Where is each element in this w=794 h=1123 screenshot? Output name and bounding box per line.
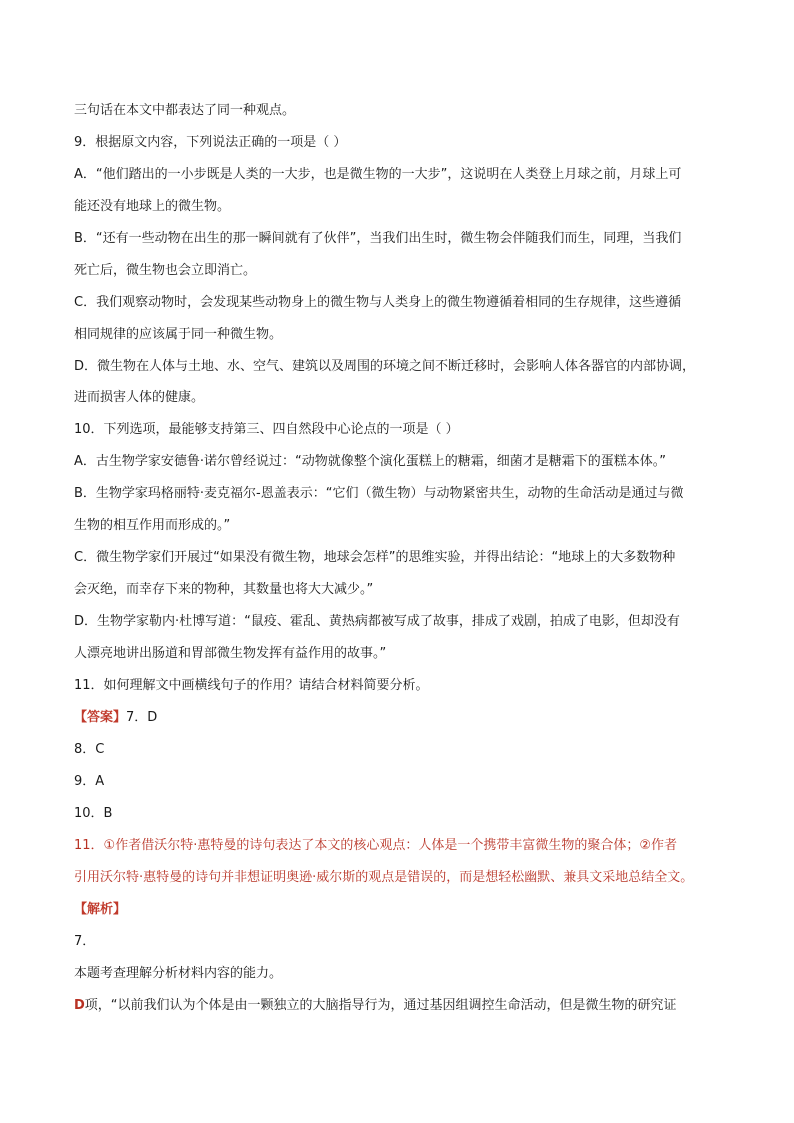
answer-10: 10．B <box>74 806 113 821</box>
option-a-line2: 能还没有地球上的微生物。 <box>74 199 231 214</box>
option-d-line1: D．微生物在人体与土地、水、空气、建筑以及周围的环境之间不断迁移时，会影响人体各器官的内部协调， <box>74 359 696 374</box>
q10-option-c-line1: C．微生物学家们开展过“如果没有微生物，地球会怎样”的思维实验，并得出结论：“地球上的大多数物种 <box>74 550 676 565</box>
q10-option-b-line2: 生物的相互作用而形成的。” <box>74 518 231 533</box>
analysis-d-line <box>74 997 734 1015</box>
analysis-7: 7． <box>74 934 96 949</box>
q10-option-b-line1: B．生物学家玛格丽特·麦克福尔-恩盖表示：“它们（微生物）与动物紧密共生，动物的生命活动是通过与微 <box>74 486 684 501</box>
option-c-line1: C．我们观察动物时，会发现某些动物身上的微生物与人类身上的微生物遵循着相同的生存规律，这些遵循 <box>74 295 682 310</box>
option-b-line2: 死亡后，微生物也会立即消亡。 <box>74 263 257 278</box>
answer-11-line1: 11．①作者借沃尔特·惠特曼的诗句表达了本文的核心观点：人体是一个携带丰富微生物的聚合体；②作者 <box>74 838 677 853</box>
option-c-line2: 相同规律的应该属于同一种微生物。 <box>74 327 283 342</box>
q10-option-c-line2: 会灭绝，而幸存下来的物种，其数量也将大大减少。” <box>74 582 374 597</box>
q10-option-d-line1: D．生物学家勒内·杜博写道：“鼠疫、霍乱、黄热病都被写成了故事，排成了戏剧，拍成了电影，但却没有 <box>74 614 680 629</box>
question-11: 11．如何理解文中画横线句子的作用？请结合材料简要分析。 <box>74 678 429 693</box>
d-label: D <box>74 998 85 1013</box>
option-b-line1: B．“还有一些动物在出生的那一瞬间就有了伙伴”，当我们出生时，微生物会伴随我们而生，同理，当我们 <box>74 231 682 246</box>
question-10: 10．下列选项，最能够支持第三、四自然段中心论点的一项是（ ） <box>74 422 459 437</box>
text-line: 三句话在本文中都表达了同一种观点。 <box>74 103 296 118</box>
answer-line <box>74 709 734 727</box>
answer-tag: 【答案】 <box>74 710 127 725</box>
analysis-text: 本题考查理解分析材料内容的能力。 <box>74 966 283 981</box>
q10-option-d-line2: 人漂亮地讲出肠道和胃部微生物发挥有益作用的故事。” <box>74 646 387 661</box>
analysis-tag: 【解析】 <box>74 902 127 917</box>
answer-11-line2: 引用沃尔特·惠特曼的诗句并非想证明奥逊·威尔斯的观点是错误的，而是想轻松幽默、兼具文采地总结全文。 <box>74 870 694 885</box>
answer-9: 9．A <box>74 774 105 789</box>
analysis-d-text: 项，“以前我们认为个体是由一颗独立的大脑指导行为，通过基因组调控生命活动，但是微生物的研究证 <box>84 998 677 1013</box>
option-a-line1: A．“他们踏出的一小步既是人类的一大步，也是微生物的一大步”，这说明在人类登上月球之前，月球上可 <box>74 167 682 182</box>
option-d-line2: 进而损害人体的健康。 <box>74 390 205 405</box>
answer-8: 8．C <box>74 742 105 757</box>
answer-7: 7．D <box>126 710 158 725</box>
question-9: 9．根据原文内容，下列说法正确的一项是（ ） <box>74 135 347 150</box>
q10-option-a: A．古生物学家安德鲁·诺尔曾经说过：“动物就像整个演化蛋糕上的糖霜，细菌才是糖霜下的蛋糕本体。” <box>74 454 666 469</box>
